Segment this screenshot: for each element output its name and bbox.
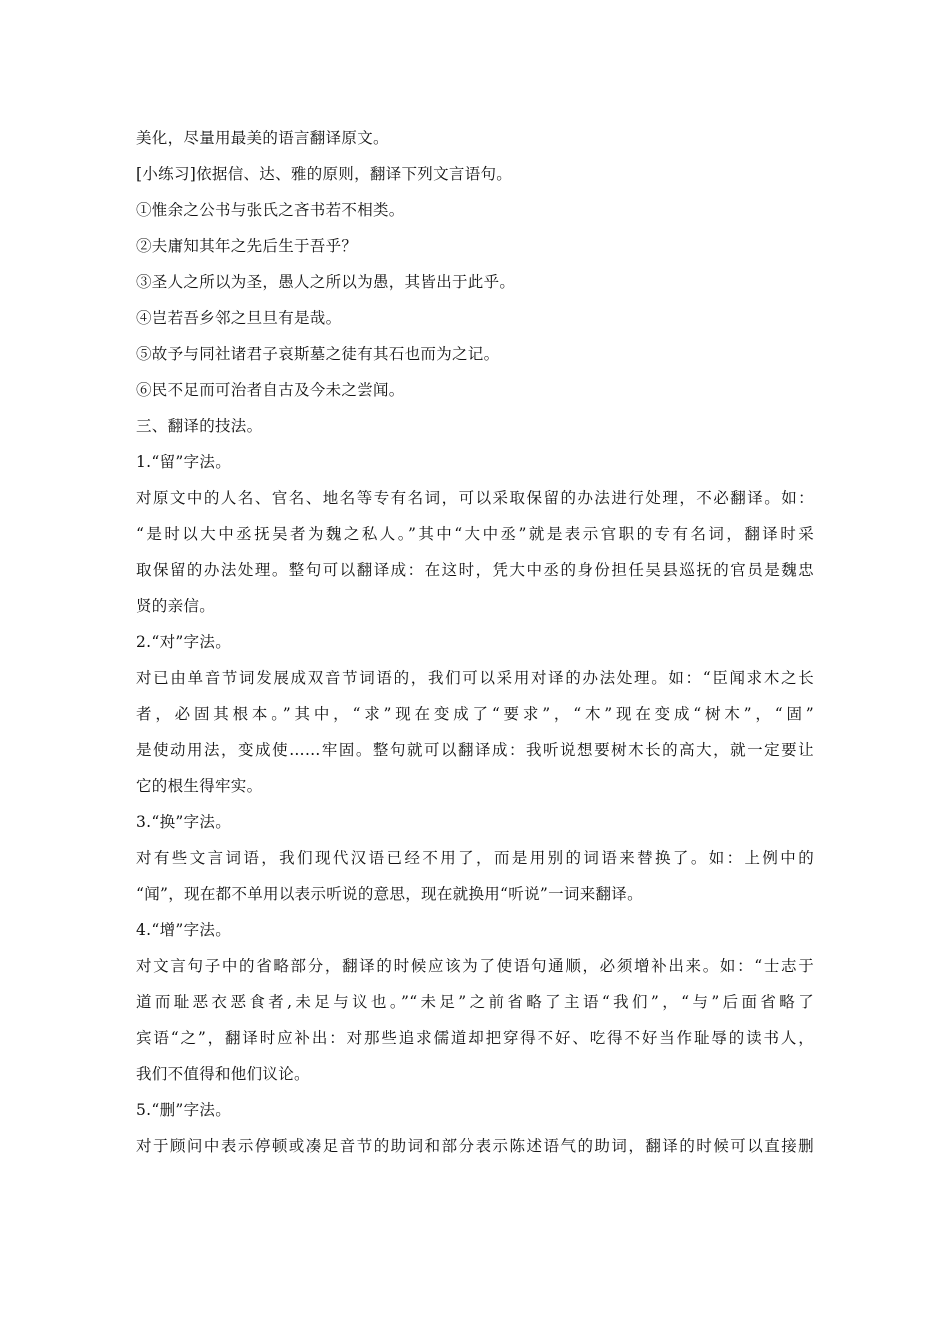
- exercise-item-3: ③圣人之所以为圣，愚人之所以为愚，其皆出于此乎。: [136, 273, 516, 291]
- paragraph-line: 它的根生得牢实。: [136, 777, 263, 795]
- exercise-item-4: ④岂若吾乡邻之旦旦有是哉。: [136, 309, 342, 327]
- exercise-heading: [小练习]依据信、达、雅的原则，翻译下列文言语句。: [136, 165, 513, 183]
- technique-heading-5: 5.“删”字法。: [136, 1101, 232, 1119]
- paragraph-line: 是使动用法，变成使……牢固。整句就可以翻译成：我听说想要树木长的高大，就一定要让: [136, 741, 814, 759]
- text-line: 美化，尽量用最美的语言翻译原文。: [136, 129, 389, 147]
- exercise-item-6: ⑥民不足而可治者自古及今未之尝闻。: [136, 381, 405, 399]
- exercise-item-1: ①惟余之公书与张氏之吝书若不相类。: [136, 201, 405, 219]
- paragraph-line: 对已由单音节词发展成双音节词语的，我们可以采用对译的办法处理。如：“臣闻求木之长: [136, 669, 814, 687]
- paragraph-line: 取保留的办法处理。整句可以翻译成：在这时，凭大中丞的身份担任吴县巡抚的官员是魏忠: [136, 561, 814, 579]
- paragraph-line: “闻”，现在都不单用以表示听说的意思，现在就换用“听说”一词来翻译。: [136, 885, 643, 903]
- exercise-item-2: ②夫庸知其年之先后生于吾乎？: [136, 237, 358, 255]
- paragraph-line: 对有些文言词语，我们现代汉语已经不用了，而是用别的词语来替换了。如：上例中的: [136, 849, 814, 867]
- paragraph-line: “是时以大中丞抚吴者为魏之私人。”其中“大中丞”就是表示官职的专有名词，翻译时采: [136, 525, 814, 543]
- paragraph-line: 对原文中的人名、官名、地名等专有名词，可以采取保留的办法进行处理，不必翻译。如：: [136, 489, 814, 507]
- technique-heading-4: 4.“增”字法。: [136, 921, 232, 939]
- technique-heading-1: 1.“留”字法。: [136, 453, 232, 471]
- technique-heading-2: 2.“对”字法。: [136, 633, 232, 651]
- paragraph-line: 者，必固其根本。”其中，“求”现在变成了“要求”，“木”现在变成“树木”，“固”: [136, 705, 814, 723]
- exercise-item-5: ⑤故予与同社诸君子哀斯墓之徒有其石也而为之记。: [136, 345, 500, 363]
- paragraph-line: 对于顾问中表示停顿或凑足音节的助词和部分表示陈述语气的助词，翻译的时候可以直接删: [136, 1137, 814, 1155]
- paragraph-line: 对文言句子中的省略部分，翻译的时候应该为了使语句通顺，必须增补出来。如：“士志于: [136, 957, 814, 975]
- paragraph-line: 道而耻恶衣恶食者,未足与议也。”“未足”之前省略了主语“我们”，“与”后面省略了: [136, 993, 814, 1011]
- technique-heading-3: 3.“换”字法。: [136, 813, 232, 831]
- document-body: [136, 128, 814, 1172]
- paragraph-line: 贤的亲信。: [136, 597, 216, 615]
- paragraph-line: 宾语“之”，翻译时应补出：对那些追求儒道却把穿得不好、吃得不好当作耻辱的读书人，: [136, 1029, 814, 1047]
- section-heading: 三、翻译的技法。: [136, 417, 263, 435]
- paragraph-line: 我们不值得和他们议论。: [136, 1065, 310, 1083]
